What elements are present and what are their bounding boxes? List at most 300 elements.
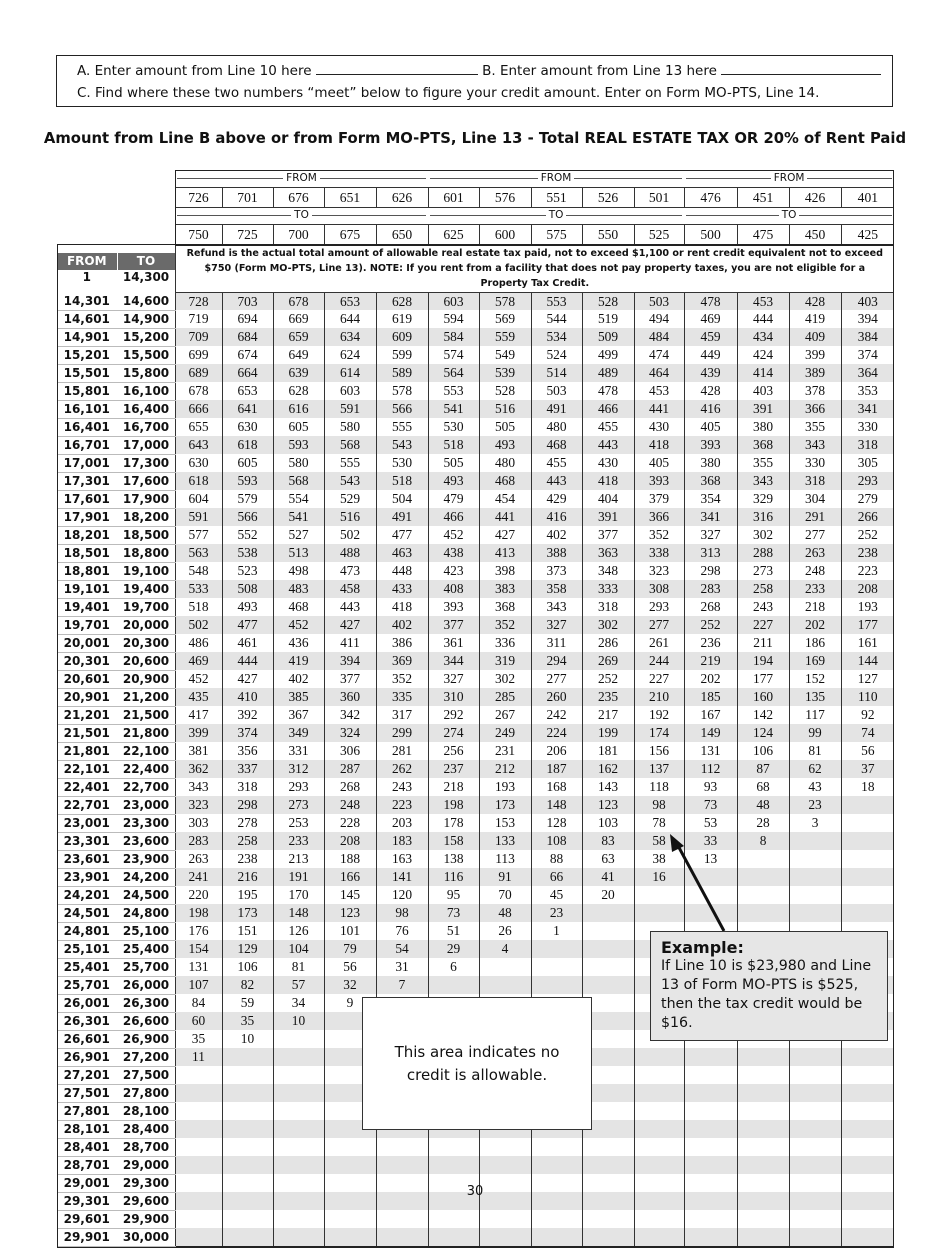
credit-cell: 118 <box>634 778 684 796</box>
credit-cell: 529 <box>324 490 376 508</box>
credit-cell: 543 <box>376 436 428 454</box>
credit-cell: 348 <box>582 562 634 580</box>
credit-cell: 630 <box>175 454 222 472</box>
credit-cell: 399 <box>789 346 841 364</box>
credit-cell <box>273 1228 324 1246</box>
credit-cell: 162 <box>582 760 634 778</box>
credit-cell: 342 <box>324 706 376 724</box>
credit-cell: 323 <box>634 562 684 580</box>
credit-cell: 81 <box>273 958 324 976</box>
credit-cell: 534 <box>531 328 582 346</box>
credit-cell: 364 <box>841 364 894 382</box>
credit-cell: 187 <box>531 760 582 778</box>
credit-cell: 202 <box>789 616 841 634</box>
credit-cell: 38 <box>634 850 684 868</box>
credit-cell: 584 <box>428 328 479 346</box>
instruction-a: A. Enter amount from Line 10 here <box>77 63 312 79</box>
income-from: 25,701 <box>57 976 117 994</box>
income-to: 20,900 <box>117 670 175 688</box>
credit-cell: 177 <box>841 616 894 634</box>
page-number: 30 <box>466 1184 484 1199</box>
credit-cell: 555 <box>376 418 428 436</box>
credit-cell: 356 <box>222 742 273 760</box>
income-from: 16,101 <box>57 400 117 418</box>
credit-cell: 124 <box>737 724 789 742</box>
first-to: 14,300 <box>118 270 175 285</box>
credit-cell: 443 <box>582 436 634 454</box>
credit-cell: 605 <box>222 454 273 472</box>
credit-cell: 391 <box>737 400 789 418</box>
income-to: 28,700 <box>117 1138 175 1156</box>
first-from: 1 <box>57 270 117 285</box>
credit-cell: 484 <box>634 328 684 346</box>
credit-cell: 236 <box>684 634 737 652</box>
income-from: 23,901 <box>57 868 117 886</box>
credit-cell: 131 <box>175 958 222 976</box>
credit-cell: 313 <box>684 544 737 562</box>
income-from: 19,101 <box>57 580 117 598</box>
credit-cell: 273 <box>273 796 324 814</box>
credit-cell: 653 <box>324 293 376 311</box>
credit-cell: 589 <box>376 364 428 382</box>
credit-cell: 319 <box>479 652 531 670</box>
income-to: 14,600 <box>117 293 175 311</box>
income-from: 26,901 <box>57 1048 117 1066</box>
credit-cell: 699 <box>175 346 222 364</box>
income-to: 30,000 <box>117 1228 175 1246</box>
income-from: 20,901 <box>57 688 117 706</box>
credit-cell: 605 <box>273 418 324 436</box>
credit-cell: 566 <box>222 508 273 526</box>
credit-cell: 318 <box>582 598 634 616</box>
credit-cell: 369 <box>376 652 428 670</box>
credit-cell: 564 <box>428 364 479 382</box>
credit-cell: 363 <box>582 544 634 562</box>
credit-cell: 518 <box>175 598 222 616</box>
credit-cell: 493 <box>479 436 531 454</box>
credit-cell: 173 <box>479 796 531 814</box>
credit-cell: 198 <box>428 796 479 814</box>
income-from: 14,901 <box>57 328 117 346</box>
credit-cell: 253 <box>273 814 324 832</box>
credit-cell: 318 <box>222 778 273 796</box>
credit-cell: 106 <box>222 958 273 976</box>
credit-cell: 549 <box>479 346 531 364</box>
credit-cell: 408 <box>428 580 479 598</box>
credit-cell: 279 <box>841 490 894 508</box>
credit-cell: 498 <box>273 562 324 580</box>
income-from: 25,101 <box>57 940 117 958</box>
from-values-row-cell: 426 <box>789 188 841 208</box>
income-to: 23,300 <box>117 814 175 832</box>
credit-cell: 73 <box>428 904 479 922</box>
credit-cell: 333 <box>582 580 634 598</box>
credit-cell: 591 <box>324 400 376 418</box>
credit-cell: 643 <box>175 436 222 454</box>
income-from: 24,801 <box>57 922 117 940</box>
credit-cell: 10 <box>222 1030 273 1048</box>
credit-cell: 154 <box>175 940 222 958</box>
credit-cell: 260 <box>531 688 582 706</box>
credit-cell: 427 <box>324 616 376 634</box>
credit-cell: 170 <box>273 886 324 904</box>
credit-cell: 79 <box>324 940 376 958</box>
credit-cell: 217 <box>582 706 634 724</box>
credit-cell: 480 <box>479 454 531 472</box>
credit-cell: 31 <box>376 958 428 976</box>
credit-cell: 227 <box>634 670 684 688</box>
credit-cell: 63 <box>582 850 634 868</box>
credit-cell: 298 <box>222 796 273 814</box>
credit-cell: 478 <box>684 293 737 311</box>
income-from: 26,001 <box>57 994 117 1012</box>
to-values-row-cell: 550 <box>582 225 634 245</box>
credit-cell: 283 <box>684 580 737 598</box>
credit-cell: 362 <box>175 760 222 778</box>
credit-cell: 218 <box>789 598 841 616</box>
credit-cell: 555 <box>324 454 376 472</box>
credit-cell: 41 <box>582 868 634 886</box>
credit-cell: 60 <box>175 1012 222 1030</box>
credit-cell: 441 <box>634 400 684 418</box>
credit-cell: 9 <box>324 994 376 1012</box>
income-to: 26,900 <box>117 1030 175 1048</box>
from-values-row-cell: 551 <box>531 188 582 208</box>
credit-cell: 508 <box>222 580 273 598</box>
credit-cell: 208 <box>841 580 894 598</box>
credit-cell: 153 <box>479 814 531 832</box>
refund-note: Refund is the actual total amount of allowable real estate tax paid, not to exceed $1,100 or rent credit equivalent not to exceed $750 (Form MO-PTS, Line 13). NOTE: If you rent from a facility that does not pay property taxes, you are not eligible for a Property Tax Credit. <box>175 245 894 293</box>
credit-cell: 399 <box>175 724 222 742</box>
from-values-row-cell: 576 <box>479 188 531 208</box>
credit-cell: 160 <box>737 688 789 706</box>
credit-cell: 491 <box>531 400 582 418</box>
credit-cell: 519 <box>582 310 634 328</box>
credit-cell: 368 <box>479 598 531 616</box>
credit-cell: 177 <box>737 670 789 688</box>
credit-cell: 129 <box>222 940 273 958</box>
credit-cell: 444 <box>737 310 789 328</box>
credit-cell: 427 <box>222 670 273 688</box>
credit-cell: 53 <box>684 814 737 832</box>
no-credit-note <box>362 997 592 1130</box>
credit-cell <box>428 1228 479 1246</box>
credit-cell: 469 <box>684 310 737 328</box>
credit-cell: 43 <box>789 778 841 796</box>
credit-cell: 123 <box>324 904 376 922</box>
credit-cell: 393 <box>634 472 684 490</box>
credit-cell: 543 <box>324 472 376 490</box>
credit-cell: 203 <box>376 814 428 832</box>
credit-cell: 263 <box>789 544 841 562</box>
income-from: 27,201 <box>57 1066 117 1084</box>
credit-cell: 341 <box>841 400 894 418</box>
credit-cell: 344 <box>428 652 479 670</box>
to-label: TO <box>779 209 800 221</box>
credit-cell: 73 <box>684 796 737 814</box>
credit-cell: 468 <box>531 436 582 454</box>
credit-cell: 383 <box>479 580 531 598</box>
credit-cell: 148 <box>273 904 324 922</box>
credit-cell: 530 <box>428 418 479 436</box>
to-values-row-cell: 700 <box>273 225 324 245</box>
to-values-row-cell: 525 <box>634 225 684 245</box>
credit-cell: 273 <box>737 562 789 580</box>
credit-cell: 238 <box>222 850 273 868</box>
credit-cell: 405 <box>634 454 684 472</box>
income-from: 18,201 <box>57 526 117 544</box>
credit-cell: 453 <box>634 382 684 400</box>
from-values-row-cell: 476 <box>684 188 737 208</box>
credit-cell: 436 <box>273 634 324 652</box>
credit-cell <box>582 1228 634 1246</box>
credit-cell <box>737 1228 789 1246</box>
credit-cell <box>175 1228 222 1246</box>
credit-cell: 427 <box>479 526 531 544</box>
credit-cell: 219 <box>684 652 737 670</box>
income-to: 23,000 <box>117 796 175 814</box>
income-to: 19,700 <box>117 598 175 616</box>
credit-cell: 574 <box>428 346 479 364</box>
credit-cell: 228 <box>324 814 376 832</box>
income-to: 16,700 <box>117 418 175 436</box>
income-to: 22,700 <box>117 778 175 796</box>
credit-cell: 518 <box>428 436 479 454</box>
credit-cell <box>841 1228 894 1246</box>
income-to: 19,400 <box>117 580 175 598</box>
income-from: 23,001 <box>57 814 117 832</box>
credit-cell: 330 <box>841 418 894 436</box>
credit-cell: 298 <box>684 562 737 580</box>
income-to: 15,800 <box>117 364 175 382</box>
income-from: 18,501 <box>57 544 117 562</box>
credit-cell: 518 <box>376 472 428 490</box>
credit-cell: 628 <box>376 293 428 311</box>
credit-cell: 144 <box>841 652 894 670</box>
credit-cell: 352 <box>376 670 428 688</box>
income-from: 29,001 <box>57 1174 117 1192</box>
credit-cell: 62 <box>789 760 841 778</box>
credit-cell: 416 <box>684 400 737 418</box>
credit-cell: 418 <box>376 598 428 616</box>
credit-cell: 193 <box>841 598 894 616</box>
credit-cell: 212 <box>479 760 531 778</box>
credit-cell: 286 <box>582 634 634 652</box>
credit-cell: 678 <box>273 293 324 311</box>
credit-cell: 618 <box>175 472 222 490</box>
credit-cell: 302 <box>582 616 634 634</box>
credit-cell: 478 <box>582 382 634 400</box>
credit-cell: 378 <box>789 382 841 400</box>
credit-cell: 416 <box>531 508 582 526</box>
credit-cell: 95 <box>428 886 479 904</box>
credit-cell: 103 <box>582 814 634 832</box>
credit-cell: 248 <box>789 562 841 580</box>
credit-cell: 294 <box>531 652 582 670</box>
credit-cell: 373 <box>531 562 582 580</box>
income-from: 17,001 <box>57 454 117 472</box>
income-to: 23,900 <box>117 850 175 868</box>
credit-cell: 166 <box>324 868 376 886</box>
income-to: 26,300 <box>117 994 175 1012</box>
no-credit-text: This area indicates no credit is allowable. <box>394 1042 560 1084</box>
income-to: 25,400 <box>117 940 175 958</box>
credit-cell: 256 <box>428 742 479 760</box>
income-from: 29,601 <box>57 1210 117 1228</box>
credit-cell: 594 <box>428 310 479 328</box>
credit-cell: 281 <box>376 742 428 760</box>
credit-cell: 374 <box>841 346 894 364</box>
income-to: 26,000 <box>117 976 175 994</box>
credit-cell: 703 <box>222 293 273 311</box>
credit-cell <box>634 1228 684 1246</box>
from-label: FROM <box>771 172 808 184</box>
credit-cell: 84 <box>175 994 222 1012</box>
credit-cell: 366 <box>789 400 841 418</box>
credit-cell: 83 <box>582 832 634 850</box>
credit-cell: 366 <box>634 508 684 526</box>
credit-cell: 368 <box>737 436 789 454</box>
credit-cell: 552 <box>222 526 273 544</box>
credit-cell: 553 <box>428 382 479 400</box>
credit-cell: 324 <box>324 724 376 742</box>
credit-cell: 258 <box>222 832 273 850</box>
credit-cell: 678 <box>175 382 222 400</box>
credit-cell: 285 <box>479 688 531 706</box>
credit-cell: 403 <box>737 382 789 400</box>
income-to: 18,200 <box>117 508 175 526</box>
credit-cell: 377 <box>428 616 479 634</box>
credit-cell: 278 <box>222 814 273 832</box>
income-to: 20,600 <box>117 652 175 670</box>
credit-cell: 112 <box>684 760 737 778</box>
credit-cell: 110 <box>841 688 894 706</box>
credit-cell: 439 <box>684 364 737 382</box>
credit-cell: 669 <box>273 310 324 328</box>
from-values-row-cell: 451 <box>737 188 789 208</box>
credit-cell: 336 <box>479 634 531 652</box>
credit-cell: 158 <box>428 832 479 850</box>
from-values-row-cell: 501 <box>634 188 684 208</box>
income-to: 27,800 <box>117 1084 175 1102</box>
credit-cell: 241 <box>175 868 222 886</box>
credit-cell: 514 <box>531 364 582 382</box>
income-from: 28,701 <box>57 1156 117 1174</box>
income-from: 25,401 <box>57 958 117 976</box>
income-to: 28,100 <box>117 1102 175 1120</box>
income-to: 22,400 <box>117 760 175 778</box>
credit-cell: 249 <box>479 724 531 742</box>
credit-cell: 113 <box>479 850 531 868</box>
income-to: 24,500 <box>117 886 175 904</box>
credit-cell: 242 <box>531 706 582 724</box>
income-to: 14,900 <box>117 310 175 328</box>
credit-cell: 458 <box>324 580 376 598</box>
credit-cell: 311 <box>531 634 582 652</box>
credit-cell: 8 <box>737 832 789 850</box>
credit-cell: 493 <box>222 598 273 616</box>
credit-cell: 352 <box>634 526 684 544</box>
income-from: 27,501 <box>57 1084 117 1102</box>
from-values-row-cell: 651 <box>324 188 376 208</box>
income-from: 22,701 <box>57 796 117 814</box>
credit-cell: 394 <box>841 310 894 328</box>
credit-cell: 126 <box>273 922 324 940</box>
credit-cell: 210 <box>634 688 684 706</box>
credit-cell: 355 <box>789 418 841 436</box>
credit-cell: 530 <box>376 454 428 472</box>
credit-cell: 277 <box>789 526 841 544</box>
income-from: 24,201 <box>57 886 117 904</box>
credit-cell: 428 <box>684 382 737 400</box>
credit-cell: 452 <box>175 670 222 688</box>
credit-cell: 224 <box>531 724 582 742</box>
to-label: TO <box>546 209 567 221</box>
credit-cell: 628 <box>273 382 324 400</box>
credit-cell: 258 <box>737 580 789 598</box>
credit-cell: 503 <box>531 382 582 400</box>
income-from: 21,201 <box>57 706 117 724</box>
credit-cell: 516 <box>479 400 531 418</box>
credit-cell: 444 <box>222 652 273 670</box>
credit-cell: 292 <box>428 706 479 724</box>
credit-cell: 193 <box>479 778 531 796</box>
credit-cell: 327 <box>531 616 582 634</box>
credit-cell: 194 <box>737 652 789 670</box>
income-from: 18,801 <box>57 562 117 580</box>
credit-cell: 216 <box>222 868 273 886</box>
credit-cell <box>531 1228 582 1246</box>
credit-cell: 23 <box>789 796 841 814</box>
income-from: 27,801 <box>57 1102 117 1120</box>
to-values-row-cell: 575 <box>531 225 582 245</box>
credit-cell: 649 <box>273 346 324 364</box>
credit-cell: 402 <box>376 616 428 634</box>
credit-cell: 48 <box>737 796 789 814</box>
credit-cell: 360 <box>324 688 376 706</box>
credit-cell: 591 <box>175 508 222 526</box>
credit-cell: 405 <box>684 418 737 436</box>
income-to: 17,300 <box>117 454 175 472</box>
credit-cell: 659 <box>273 328 324 346</box>
from-header: FROM <box>57 253 117 270</box>
income-from: 20,601 <box>57 670 117 688</box>
credit-cell: 443 <box>531 472 582 490</box>
credit-cell: 410 <box>222 688 273 706</box>
credit-cell: 26 <box>479 922 531 940</box>
credit-cell: 454 <box>479 490 531 508</box>
credit-cell: 82 <box>222 976 273 994</box>
income-to: 21,500 <box>117 706 175 724</box>
credit-cell: 223 <box>841 562 894 580</box>
income-to: 24,800 <box>117 904 175 922</box>
credit-cell: 505 <box>479 418 531 436</box>
to-values-row-cell: 625 <box>428 225 479 245</box>
to-values-row-cell: 725 <box>222 225 273 245</box>
credit-cell: 138 <box>428 850 479 868</box>
credit-cell: 208 <box>324 832 376 850</box>
credit-cell: 455 <box>531 454 582 472</box>
credit-cell: 418 <box>634 436 684 454</box>
income-from: 17,901 <box>57 508 117 526</box>
credit-cell: 66 <box>531 868 582 886</box>
credit-cell: 509 <box>582 328 634 346</box>
credit-cell: 101 <box>324 922 376 940</box>
credit-cell: 354 <box>684 490 737 508</box>
from-values-row-cell: 676 <box>273 188 324 208</box>
credit-cell: 402 <box>531 526 582 544</box>
income-to: 29,000 <box>117 1156 175 1174</box>
